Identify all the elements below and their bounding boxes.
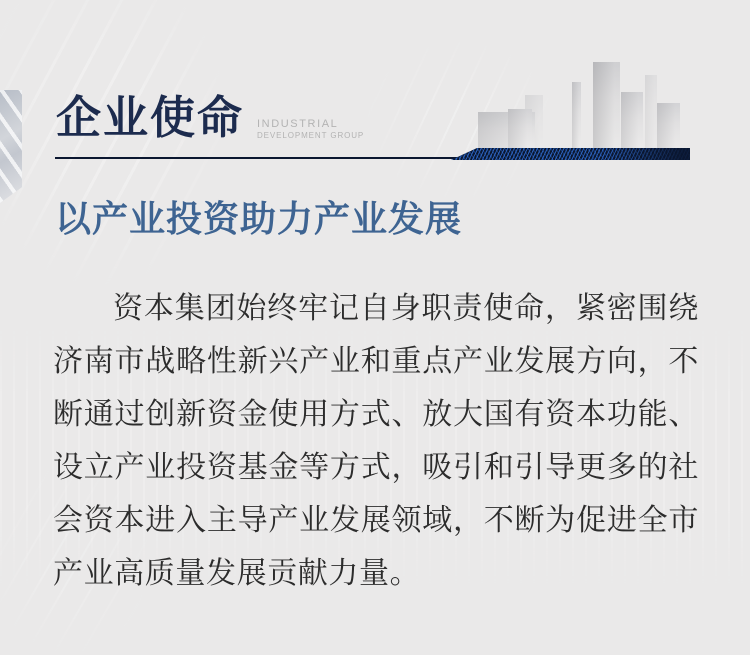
skyline-building <box>645 75 657 150</box>
skyline-building <box>593 62 620 150</box>
circuit-bar <box>451 148 690 160</box>
section-title: 企业使命 <box>56 92 245 143</box>
city-skyline-graphic <box>460 55 700 150</box>
skyline-building <box>572 82 581 150</box>
skyline-building <box>508 109 532 150</box>
section-subtitle-en <box>257 118 364 141</box>
en-label-line-2: DEVELOPMENT GROUP <box>257 131 365 140</box>
divider-line <box>55 157 461 159</box>
mission-paragraph: 资本集团始终牢记自身职责使命，紧密围绕济南市战略性新兴产业和重点产业发展方向，不断通过创新资金使用方式、放大国有资本功能、设立产业投资基金等方式，吸引和引导更多的社会资本进入主导产业发展领域，不断为促进全市产业高质量发展贡献力量。 <box>53 292 699 590</box>
section-divider <box>55 148 690 161</box>
left-accent-ribbon <box>0 90 22 203</box>
mission-heading: 以产业投资助力产业发展 <box>55 198 463 239</box>
skyline-building <box>621 92 643 150</box>
skyline-building <box>657 103 680 150</box>
en-label-line-1: INDUSTRIAL <box>257 118 339 130</box>
